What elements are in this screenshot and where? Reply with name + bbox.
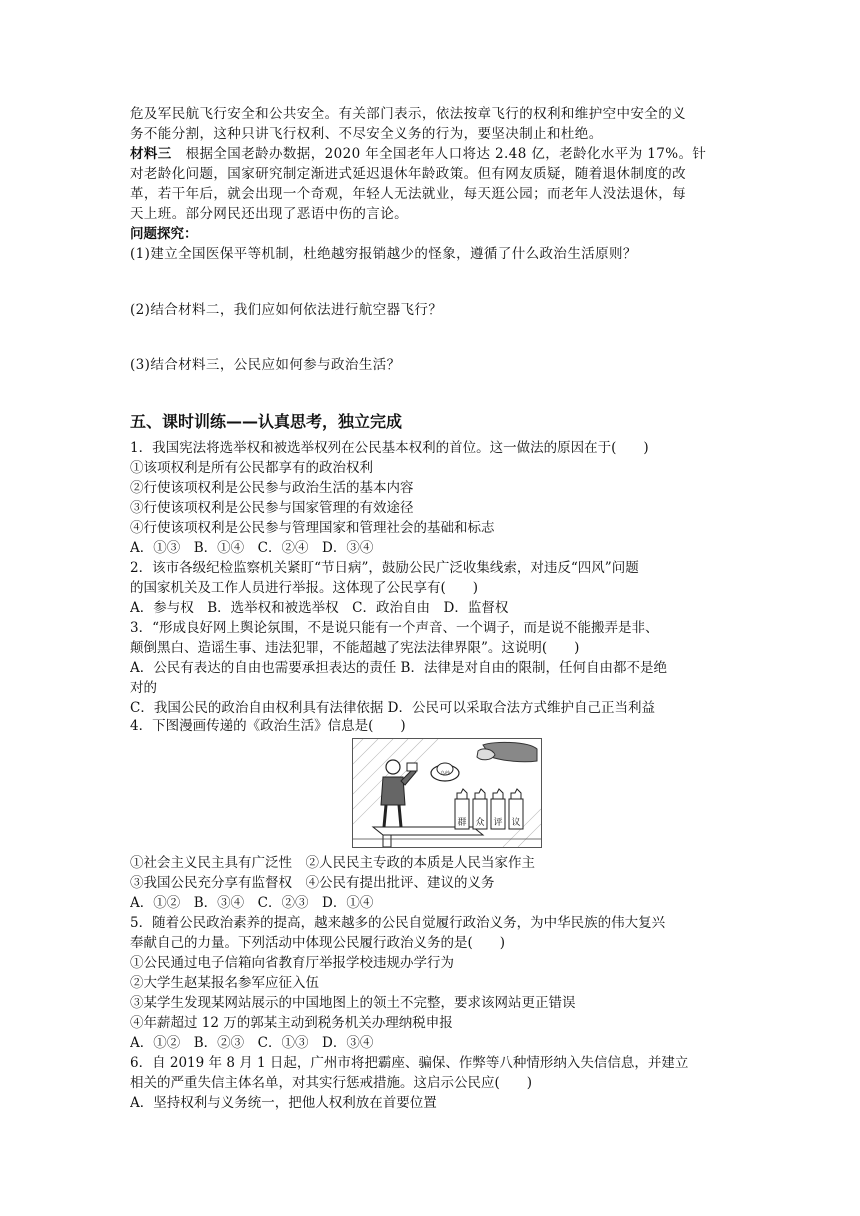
answer-choices: 对的: [130, 680, 157, 696]
answer-choices: A．①③ B．①④ C．②④ D．③④: [130, 540, 374, 556]
answer-choices: A．①② B．②③ C．①③ D．③④: [130, 1035, 374, 1051]
text-line: 天上班。部分网民还出现了恶语中伤的言论。: [130, 206, 408, 222]
board-char: 众: [475, 818, 485, 828]
material-two-tail: [130, 104, 734, 144]
board-char: 议: [511, 818, 521, 828]
answer-choices: A．参与权 B．选举权和被选举权 C．政治自由 D．监督权: [130, 600, 509, 616]
question-stem: 6．自 2019 年 8 月 1 日起，广州市将把霸座、骗保、作弊等八种情形纳入失信信息，并建立: [130, 1055, 689, 1071]
inquiry-title: 问题探究：: [130, 226, 198, 242]
cartoon-drawing: [353, 739, 541, 847]
question-3: [130, 618, 734, 718]
option-line: ①该项权利是所有公民都享有的政治权利: [130, 460, 373, 476]
board-char: 评: [493, 818, 503, 828]
board-char: 群: [457, 818, 467, 828]
option-line: ①社会主义民主具有广泛性 ②人民民主专政的本质是人民当家作主: [130, 855, 535, 871]
text-line: 革，若干年后，就会出现一个奇观，年轻人无法就业，每天逛公园；而老年人没法退休，每: [130, 186, 686, 202]
question-stem: 颠倒黑白、造谣生事、违法犯罪，不能超越了宪法法律界限”。这说明( ): [130, 640, 580, 656]
answer-choices: A．公民有表达的自由也需要承担表达的责任 B．法律是对自由的限制，任何自由都不是绝: [130, 660, 667, 676]
question-2: [130, 558, 734, 618]
cartoon-image: [352, 738, 542, 848]
material-three-label: 材料三: [130, 146, 172, 162]
option-line: ④行使该项权利是公民参与管理国家和管理社会的基础和标志: [130, 520, 495, 536]
question-stem: 奉献自己的力量。下列活动中体现公民履行政治义务的是( ): [130, 935, 506, 951]
question-stem: 的国家机关及工作人员进行举报。这体现了公民享有( ): [130, 580, 479, 596]
inquiry-question-1: (1)建立全国医保平等机制，杜绝越穷报销越少的怪象，遵循了什么政治生活原则？: [130, 246, 637, 262]
answer-choices: A．坚持权利与义务统一，把他人权利放在首要位置: [130, 1095, 437, 1111]
question-4-options: [130, 853, 734, 913]
option-line: ③某学生发现某网站展示的中国地图上的领土不完整，要求该网站更正错误: [130, 995, 576, 1011]
option-line: ④年薪超过 12 万的郭某主动到税务机关办理纳税申报: [130, 1015, 453, 1031]
text-line: 材料三 根据全国老龄办数据，2020 年全国老年人口将达 2.48 亿，老龄化水平为 17%。针: [130, 146, 707, 162]
inquiry-question-2: (2)结合材料二，我们应如何依法进行航空器飞行？: [130, 302, 443, 318]
inquiry-question-3: (3)结合材料三，公民应如何参与政治生活？: [130, 357, 401, 373]
option-line: ②行使该项权利是公民参与政治生活的基本内容: [130, 480, 414, 496]
option-line: ③行使该项权利是公民参与国家管理的有效途径: [130, 500, 414, 516]
question-stem: 1．我国宪法将选举权和被选举权列在公民基本权利的首位。这一做法的原因在于( ): [130, 440, 649, 456]
answer-choices: A．①② B．③④ C．②③ D．①④: [130, 895, 374, 911]
question-stem: 相关的严重失信主体名单，对其实行惩戒措施。这启示公民应( ): [130, 1075, 533, 1091]
option-line: ②大学生赵某报名参军应征入伍: [130, 975, 319, 991]
question-5: [130, 913, 734, 1053]
question-stem: 5．随着公民政治素养的提高，越来越多的公民自觉履行政治义务，为中华民族的伟大复兴: [130, 915, 666, 931]
text-line: 务不能分割，这种只讲飞行权利、不尽安全义务的行为，要坚决制止和杜绝。: [130, 126, 603, 142]
answer-choices: C．我国公民的政治自由权利具有法律依据 D．公民可以采取合法方式维护自己正当利益: [130, 700, 655, 716]
question-stem: 3．“形成良好网上舆论氛围，不是说只能有一个声音、一个调子，而是说不能搬弄是非、: [130, 620, 659, 636]
hat-label: 乌纱: [439, 771, 451, 777]
option-line: ③我国公民充分享有监督权 ④公民有提出批评、建议的义务: [130, 875, 495, 891]
section-title: 五、课时训练——认真思考，独立完成: [130, 412, 403, 431]
option-line: ①公民通过电子信箱向省教育厅举报学校违规办学行为: [130, 955, 454, 971]
material-three: [130, 144, 734, 224]
text-line: 危及军民航飞行安全和公共安全。有关部门表示，依法按章飞行的权利和维护空中安全的义: [130, 106, 686, 122]
question-stem: 2．该市各级纪检监察机关紧盯“节日病”，鼓励公民广泛收集线索，对违反“四风”问题: [130, 560, 639, 576]
text-line: 对老龄化问题，国家研究制定渐进式延迟退休年龄政策。但有网友质疑，随着退休制度的改: [130, 166, 686, 182]
question-4-stem: 4．下图漫画传递的《政治生活》信息是( ): [130, 718, 406, 734]
question-6: [130, 1053, 734, 1113]
question-1: [130, 438, 734, 558]
